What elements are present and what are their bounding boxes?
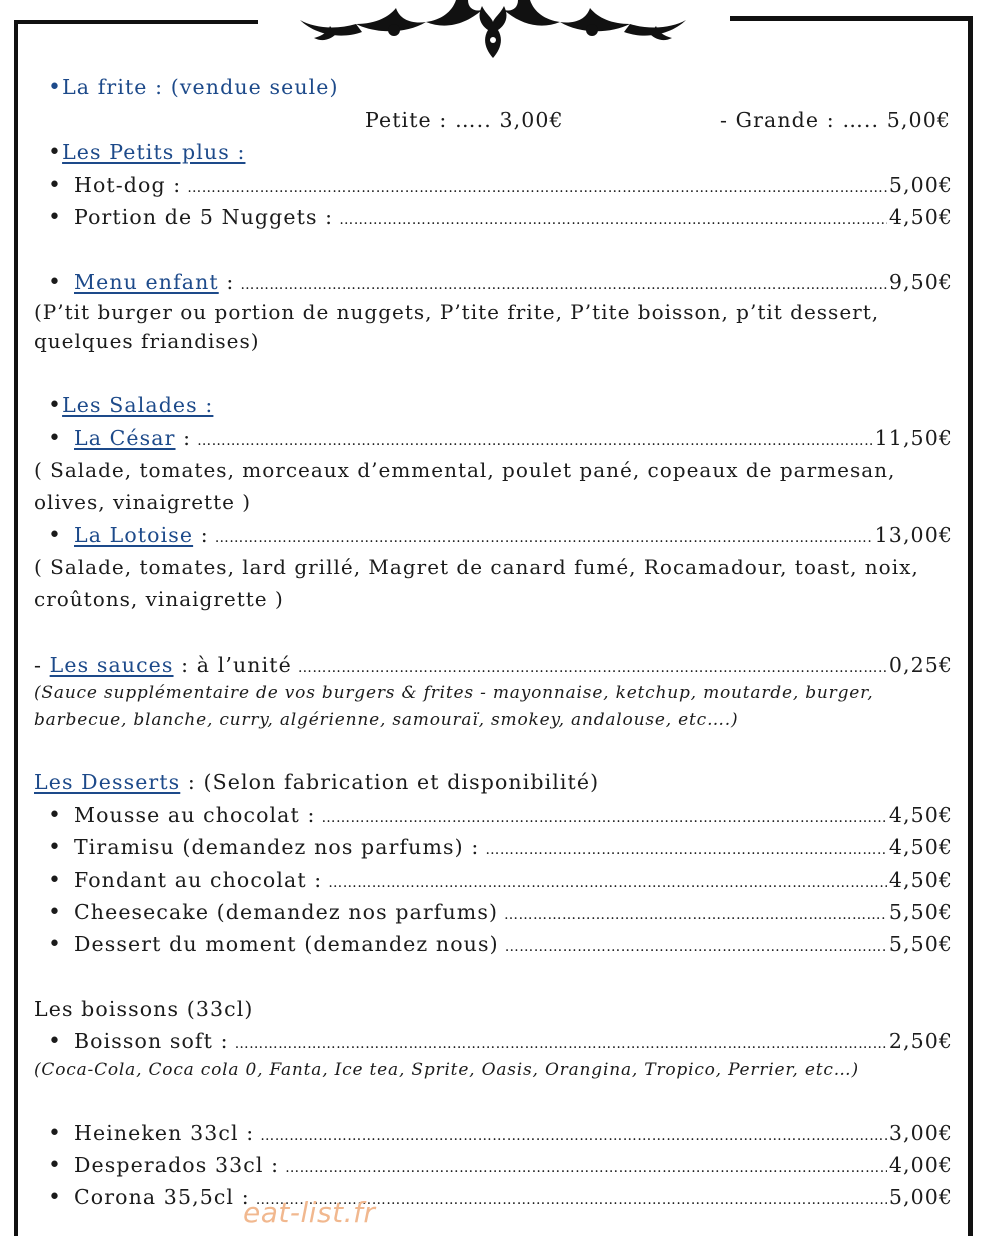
item-price: 5,50€ bbox=[888, 932, 953, 956]
frame-right-border bbox=[968, 16, 973, 1236]
petits-plus-link[interactable]: Les Petits plus : bbox=[62, 140, 246, 164]
menu-item-nuggets bbox=[48, 204, 953, 233]
sauces-suffix: : à l’unité bbox=[173, 653, 292, 677]
item-price: 4,50€ bbox=[888, 868, 953, 892]
item-price: 5,00€ bbox=[888, 1185, 953, 1209]
item-label bbox=[74, 522, 209, 548]
item-price: 4,50€ bbox=[888, 835, 953, 859]
frame-top-left-border bbox=[14, 20, 258, 24]
item-label: Heineken 33cl : bbox=[74, 1121, 255, 1145]
item-label: Boisson soft : bbox=[74, 1029, 229, 1053]
soft-note: (Coca-Cola, Coca cola 0, Fanta, Ice tea, Sprite, Oasis, Orangina, Tropico, Perrier, etc…) bbox=[34, 1060, 859, 1080]
dot-leader bbox=[485, 837, 886, 863]
petits-plus-heading bbox=[48, 139, 245, 166]
frite-petite-price: Petite : ….. 3,00€ bbox=[365, 108, 564, 132]
salades-link[interactable]: Les Salades : bbox=[62, 393, 214, 417]
dot-leader bbox=[215, 525, 873, 551]
dot-leader bbox=[285, 1155, 887, 1181]
menu-item-mousse bbox=[48, 802, 953, 831]
item-label: Hot-dog : bbox=[74, 173, 182, 197]
item-price: 4,50€ bbox=[888, 205, 953, 229]
bullet: • bbox=[48, 1121, 63, 1146]
menu-item-tiramisu bbox=[48, 834, 953, 863]
menu-item-menu-enfant bbox=[48, 269, 953, 298]
desserts-link[interactable]: Les Desserts bbox=[34, 770, 181, 794]
bullet: • bbox=[48, 868, 63, 893]
bullet: • bbox=[48, 270, 63, 295]
item-label bbox=[74, 425, 191, 451]
menu-item-fondant bbox=[48, 867, 953, 896]
cesar-description: ( Salade, tomates, morceaux d’emmental, poulet pané, copeaux de parmesan, olives, vinaigrette ) bbox=[34, 458, 896, 514]
menu-enfant-suffix: : bbox=[218, 270, 235, 294]
menu-item-cheesecake bbox=[48, 899, 953, 928]
frame-left-border bbox=[14, 20, 18, 1236]
dot-leader bbox=[240, 272, 886, 298]
bullet: • bbox=[48, 205, 63, 230]
bullet: • bbox=[48, 1185, 63, 1210]
item-price: 9,50€ bbox=[888, 270, 953, 294]
desserts-suffix: : (Selon fabrication et disponibilité) bbox=[180, 770, 600, 794]
dot-leader bbox=[298, 655, 887, 681]
sauces-prefix: - bbox=[34, 653, 50, 677]
menu-enfant-description: (P’tit burger ou portion de nuggets, P’tite frite, P’tite boisson, p’tit dessert, quelques friandises) bbox=[34, 300, 880, 353]
item-label: Desperados 33cl : bbox=[74, 1153, 280, 1177]
menu-item-soft bbox=[48, 1028, 953, 1057]
bullet: • bbox=[48, 523, 63, 548]
lotoise-link[interactable]: La Lotoise bbox=[74, 523, 194, 547]
menu-item-hotdog bbox=[48, 172, 953, 201]
menu-enfant-link[interactable]: Menu enfant bbox=[74, 270, 219, 294]
frite-line bbox=[48, 74, 339, 101]
bullet: • bbox=[48, 803, 63, 828]
item-label: Corona 35,5cl : bbox=[74, 1185, 250, 1209]
cesar-link[interactable]: La César bbox=[74, 426, 176, 450]
bullet: • bbox=[48, 140, 63, 165]
item-label: Dessert du moment (demandez nous) bbox=[74, 932, 499, 956]
menu-item-sauces bbox=[34, 652, 953, 681]
sauces-link[interactable]: Les sauces bbox=[49, 653, 174, 677]
item-price: 4,50€ bbox=[888, 803, 953, 827]
menu-item-desperados bbox=[48, 1152, 953, 1181]
item-label: Portion de 5 Nuggets : bbox=[74, 205, 334, 229]
lotoise-suffix: : bbox=[193, 523, 209, 547]
sauces-note: (Sauce supplémentaire de vos burgers & frites - mayonnaise, ketchup, moutarde, burger, barbecue, blanche, curry, algérienne, samouraï, smokey, andalouse, etc….) bbox=[34, 683, 874, 730]
item-price: 0,25€ bbox=[888, 653, 953, 677]
dot-leader bbox=[328, 870, 887, 896]
bullet: • bbox=[48, 900, 63, 925]
item-label: Fondant au chocolat : bbox=[74, 868, 323, 892]
boissons-heading: Les boissons (33cl) bbox=[34, 997, 254, 1021]
watermark: eat-list.fr bbox=[243, 1196, 376, 1229]
item-price: 11,50€ bbox=[874, 426, 953, 450]
salades-heading bbox=[48, 392, 213, 419]
item-price: 5,00€ bbox=[888, 173, 953, 197]
dot-leader bbox=[321, 805, 886, 831]
bullet: • bbox=[48, 75, 63, 100]
dot-leader bbox=[339, 207, 887, 233]
item-label: Tiramisu (demandez nos parfums) : bbox=[74, 835, 480, 859]
item-price: 3,00€ bbox=[888, 1121, 953, 1145]
desserts-heading bbox=[34, 769, 599, 795]
frite-label: La frite : (vendue seule) bbox=[62, 75, 339, 99]
menu-item-corona bbox=[48, 1184, 953, 1213]
bullet: • bbox=[48, 1153, 63, 1178]
item-label bbox=[74, 269, 234, 295]
item-label: Cheesecake (demandez nos parfums) bbox=[74, 900, 499, 924]
item-price: 4,00€ bbox=[888, 1153, 953, 1177]
frame-top-right-border bbox=[730, 16, 973, 21]
item-price: 2,50€ bbox=[888, 1029, 953, 1053]
bullet: • bbox=[48, 932, 63, 957]
bullet: • bbox=[48, 393, 63, 418]
dot-leader bbox=[260, 1123, 887, 1149]
item-label bbox=[34, 652, 292, 678]
item-label: Mousse au chocolat : bbox=[74, 803, 316, 827]
dot-leader bbox=[504, 902, 887, 928]
menu-item-cesar bbox=[48, 425, 953, 454]
menu-item-lotoise bbox=[48, 522, 953, 551]
lotoise-description: ( Salade, tomates, lard grillé, Magret de canard fumé, Rocamadour, toast, noix, croûtons, vinaigrette ) bbox=[34, 555, 919, 611]
dot-leader bbox=[505, 934, 887, 960]
item-price: 13,00€ bbox=[874, 523, 953, 547]
dot-leader bbox=[235, 1031, 887, 1057]
item-price: 5,50€ bbox=[888, 900, 953, 924]
bullet: • bbox=[48, 1029, 63, 1054]
bullet: • bbox=[48, 173, 63, 198]
bullet: • bbox=[48, 835, 63, 860]
dot-leader bbox=[187, 175, 887, 201]
frite-grande-price: - Grande : ….. 5,00€ bbox=[720, 108, 951, 132]
ornament-flourish bbox=[296, 0, 690, 60]
dot-leader bbox=[197, 428, 873, 454]
menu-item-heineken bbox=[48, 1120, 953, 1149]
menu-item-dessert-moment bbox=[48, 931, 953, 960]
bullet: • bbox=[48, 426, 63, 451]
cesar-suffix: : bbox=[175, 426, 192, 450]
